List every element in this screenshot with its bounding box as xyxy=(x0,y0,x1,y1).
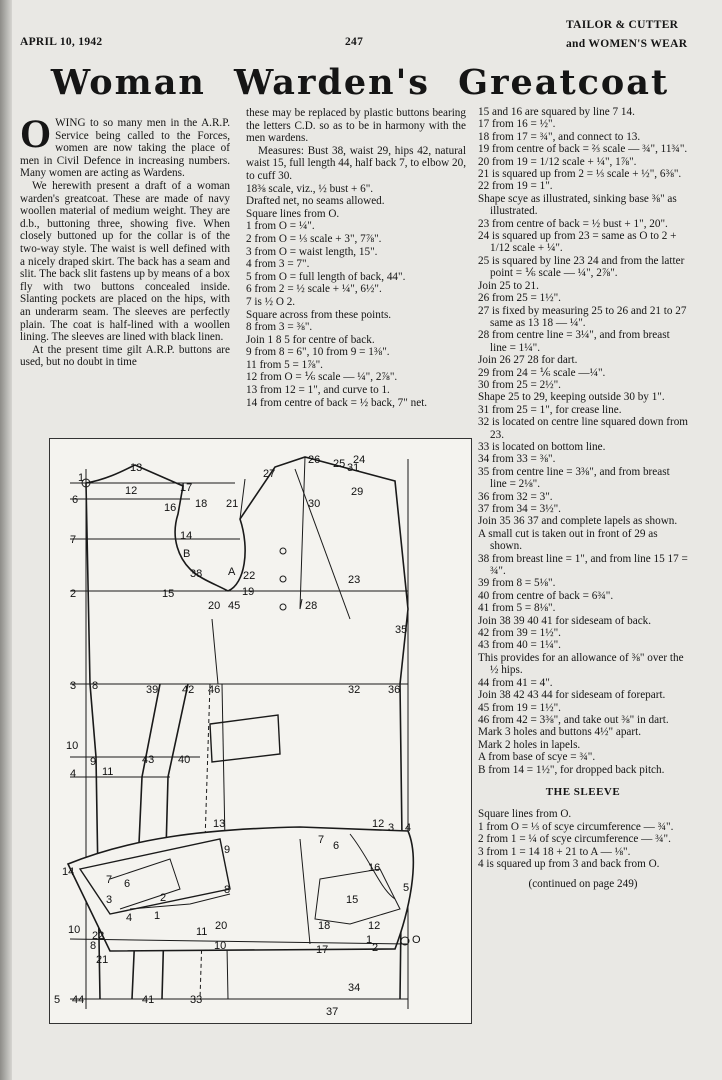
instruction-line: 37 from 34 = 3½". xyxy=(478,503,561,515)
sleeve-point-label: 8 xyxy=(224,884,231,896)
instruction-line: 22 from 19 = 1". xyxy=(478,180,553,193)
instruction-line: 24 is squared up from 23 = same as O to 2 + 1/12 scale + ¼". xyxy=(478,230,677,255)
coat-point-label: 21 xyxy=(226,498,239,510)
coat-point-label: 31 xyxy=(347,462,360,474)
sleeve-point-label: O xyxy=(412,934,421,946)
coat-point-label: 7 xyxy=(70,534,77,546)
instruction-line: 30 from 25 = 2½". xyxy=(478,378,561,391)
pattern-draft-svg xyxy=(50,439,471,1023)
coat-point-label: 12 xyxy=(125,485,138,497)
description-paragraph: We herewith present a draft of a woman warden's greatcoat. These are made of navy woollen material of medium weight. They are d.b., buttoning three, showing five. When closely buttoned up for the collar is of the two-way style. The waist is well defined with a nicely draped skirt. The back has a seam and slit. The back slit fastens up by means of a box fly with two buttons concealed inside. Slanting pockets are placed on the hips, with an underarm seam. The sleeves are perfectly plain. The coat is half-lined with a woollen lining. The sleeves are lined with black linen. xyxy=(20,179,230,344)
instruction-line: A from base of scye = ¾". xyxy=(478,751,596,764)
coat-point-label: 40 xyxy=(178,754,191,766)
sleeve-point-label: 6 xyxy=(124,878,131,890)
sleeve-point-label: 10 xyxy=(214,940,227,952)
instruction-line: B from 14 = 1½", for dropped back pitch. xyxy=(478,763,665,776)
sleeve-point-label: 22 xyxy=(92,930,105,942)
instruction-line: Join 25 to 21. xyxy=(478,279,539,292)
instruction-line: 45 from 19 = 1½". xyxy=(478,701,561,714)
publication-name: TAILOR & CUTTER xyxy=(566,19,679,31)
sleeve-point-label: 1 xyxy=(366,934,373,946)
intro-paragraph: OWING to so many men in the A.R.P. Service being called to the Forces, women are now taking the place of men in Civil Defence in increasing numbers. Many women are acting as Wardens. xyxy=(20,111,230,180)
instruction-line: 21 is squared up from 2 = ⅓ scale + ½", 6⅜". xyxy=(478,168,682,181)
coat-point-label: 14 xyxy=(180,530,193,542)
instruction-line: 44 from 41 = 4". xyxy=(478,676,553,689)
instruction-line: 43 from 40 = 1¼". xyxy=(478,639,561,652)
coat-point-label: 3 xyxy=(70,680,77,692)
instruction-line: 38 from breast line = 1", and from line 15 17 = ¾". xyxy=(478,552,688,578)
instruction-line: Shape 25 to 29, keeping outside 30 by 1". xyxy=(478,391,665,404)
coat-point-label: 28 xyxy=(305,600,318,612)
sleeve-instruction-line: 1 from O = ⅓ of scye circumference — ¾". xyxy=(478,820,674,833)
draft-instructions-part2 xyxy=(478,106,688,776)
coat-point-label: 17 xyxy=(180,482,193,494)
instruction-line: 7 is ½ O 2. xyxy=(246,295,296,308)
instruction-line: Square lines from O. xyxy=(246,207,340,220)
measures-paragraph: Measures: Bust 38, waist 29, hips 42, natural waist 15, full length 44, half back 7, to elbow 20, to cuff 30. xyxy=(246,144,466,182)
sleeve-point-label: 12 xyxy=(372,818,385,830)
instruction-line: 19 from centre of back = ⅔ scale — ¾", 11¾". xyxy=(478,143,688,156)
coat-point-label: 27 xyxy=(263,468,276,480)
page-number: 247 xyxy=(345,36,364,48)
sleeve-point-label: 20 xyxy=(215,920,228,932)
coat-point-label: 25 xyxy=(333,458,346,470)
instruction-line: 9 from 8 = 6", 10 from 9 = 1⅜". xyxy=(246,346,390,359)
instruction-line: 13 from 12 = 1", and curve to 1. xyxy=(246,384,390,397)
instruction-line: Shape scye as illustrated, sinking base ⅜" as illustrated. xyxy=(478,192,677,218)
coat-point-label: 6 xyxy=(72,494,79,506)
sleeve-point-label: 17 xyxy=(316,944,329,956)
coat-point-label: 36 xyxy=(388,684,401,696)
coat-point-label: 13 xyxy=(130,462,143,474)
coat-point-label: 35 xyxy=(395,624,408,636)
coat-point-label: 34 xyxy=(348,982,361,994)
instruction-line: 23 from centre of back = ½ bust + 1", 20". xyxy=(478,217,668,230)
sleeve-point-label: 3 xyxy=(106,894,113,906)
instruction-line: 15 and 16 are squared by line 7 14. xyxy=(478,106,635,118)
instruction-line: 28 from centre line = 3¼", and from breast line = 1¼". xyxy=(478,329,670,354)
instruction-line: 41 from 5 = 8⅛". xyxy=(478,602,556,615)
coat-point-label: 41 xyxy=(142,994,155,1006)
sleeve-point-label: 21 xyxy=(96,954,109,966)
page-binding-shadow xyxy=(0,0,12,1080)
sleeve-instruction-line: 4 is squared up from 3 and back from O. xyxy=(478,857,660,870)
instruction-line: 46 from 42 = 3⅜", and take out ⅜" in dart. xyxy=(478,713,669,726)
draft-instructions-part1 xyxy=(246,208,466,410)
coat-point-label: 16 xyxy=(164,502,177,514)
instruction-line: 17 from 16 = ½". xyxy=(478,118,556,131)
sleeve-heading: THE SLEEVE xyxy=(545,785,621,798)
instruction-line: 18 from 17 = ¾", and connect to 13. xyxy=(478,130,641,143)
sleeve-point-label: 18 xyxy=(318,920,331,932)
sleeve-point-label: 2 xyxy=(372,942,379,954)
coat-point-label: 19 xyxy=(242,586,255,598)
draft-construction-lines xyxy=(68,457,413,1009)
coat-point-label: 24 xyxy=(353,454,366,466)
coat-point-label: 45 xyxy=(228,600,241,612)
sleeve-point-label: 4 xyxy=(126,912,133,924)
coat-point-label: 42 xyxy=(182,684,195,696)
coat-point-label: 39 xyxy=(146,684,159,696)
coat-point-label: 46 xyxy=(208,684,221,696)
coat-point-label: 10 xyxy=(66,740,79,752)
instruction-line: 35 from centre line = 3⅜", and from breast line = 2⅛". xyxy=(478,465,670,491)
coat-point-label: 37 xyxy=(326,1006,339,1018)
coat-point-label: 9 xyxy=(90,756,97,768)
instruction-line: 40 from centre of back = 6¾". xyxy=(478,589,614,602)
coat-point-label: 5 xyxy=(54,994,61,1006)
drafted-net-line: Drafted net, no seams allowed. xyxy=(246,195,385,208)
sleeve-instruction-line: 3 from 1 = 14 18 + 21 to A — ⅛". xyxy=(478,845,631,858)
coat-point-label: 26 xyxy=(308,454,321,466)
instruction-line: Join 35 36 37 and complete lapels as shown. xyxy=(478,515,678,528)
sleeve-instruction-line: 2 from 1 = ¼ of scye circumference — ¾". xyxy=(478,833,671,846)
sleeve-point-label: 12 xyxy=(368,920,381,932)
sleeve-point-label: 7 xyxy=(318,834,325,846)
sleeve-point-label: 6 xyxy=(333,840,340,852)
sleeve-point-label: 16 xyxy=(368,862,381,874)
coat-point-label: 8 xyxy=(92,680,99,692)
sleeve-point-label: 7 xyxy=(106,874,113,886)
instruction-line: 11 from 5 = 1⅞". xyxy=(246,358,323,371)
instruction-line: 36 from 32 = 3". xyxy=(478,490,553,503)
instruction-line: 3 from O = waist length, 15". xyxy=(246,245,378,258)
sleeve-instructions xyxy=(478,808,688,870)
instruction-line: 20 from 19 = 1/12 scale + ¼", 1⅞". xyxy=(478,155,637,168)
instruction-line: Mark 2 holes in lapels. xyxy=(478,738,581,751)
sleeve-point-label: 10 xyxy=(68,924,81,936)
pattern-draft-diagram xyxy=(49,438,472,1024)
scale-line: 18⅜ scale, viz., ½ bust + 6". xyxy=(246,182,374,195)
instruction-line: 25 is squared by line 23 24 and from the latter point = ⅙ scale — ¼", 2⅞". xyxy=(478,254,685,280)
instruction-line: 31 from 25 = 1", for crease line. xyxy=(478,403,622,416)
sleeve-point-label: 5 xyxy=(403,882,410,894)
instruction-line: A small cut is taken out in front of 29 as shown. xyxy=(478,527,658,553)
instruction-line: 34 from 33 = ⅜". xyxy=(478,453,556,466)
sleeve-point-label: 3 xyxy=(388,822,395,834)
instruction-line: Square across from these points. xyxy=(246,308,392,321)
coat-point-label: 32 xyxy=(348,684,361,696)
sleeve-point-label: 1 xyxy=(154,910,161,922)
continued-note: (continued on page 249) xyxy=(528,878,638,891)
instruction-line: This provides for an allowance of ⅜" over the ½ hips. xyxy=(478,651,684,677)
instruction-line: 29 from 24 = ⅙ scale —¼". xyxy=(478,366,606,379)
instruction-line: 14 from centre of back = ½ back, 7" net. xyxy=(246,396,428,409)
instruction-line: 6 from 2 = ½ scale + ¼", 6½". xyxy=(246,283,382,296)
coat-point-label: 30 xyxy=(308,498,321,510)
coat-point-label: 1 xyxy=(78,472,85,484)
coat-point-label: 44 xyxy=(72,994,85,1006)
sleeve-point-label: 4 xyxy=(405,822,412,834)
instruction-line: Join 26 27 28 for dart. xyxy=(478,354,578,367)
instruction-line: 26 from 25 = 1½". xyxy=(478,292,561,305)
instruction-line: 33 is located on bottom line. xyxy=(478,440,606,453)
instruction-line: Mark 3 holes and buttons 4½" apart. xyxy=(478,726,642,739)
instruction-line: 4 from 3 = 7". xyxy=(246,258,310,271)
issue-date: APRIL 10, 1942 xyxy=(20,36,103,48)
article-title: Woman Warden's Greatcoat xyxy=(50,62,670,103)
article-column-3 xyxy=(478,106,688,891)
drop-cap: O xyxy=(20,111,52,156)
instruction-line: Join 1 8 5 for centre of back. xyxy=(246,333,375,346)
publication-subtitle: and WOMEN'S WEAR xyxy=(566,38,688,50)
buttons-paragraph-continued: these may be replaced by plastic buttons bearing the letters C.D. so as to be in harmony with the men wardens. xyxy=(246,107,466,145)
instruction-line: 42 from 39 = 1½". xyxy=(478,627,561,640)
instruction-line: 27 is fixed by measuring 25 to 26 and 21 to 27 same as 13 18 — ¼". xyxy=(478,304,687,329)
sleeve-point-label: 8 xyxy=(90,940,97,952)
coat-point-label: 38 xyxy=(190,568,203,580)
instruction-line: Join 38 42 43 44 for sideseam of forepart. xyxy=(478,689,666,702)
coat-point-label: 4 xyxy=(70,768,77,780)
coat-point-label: 43 xyxy=(142,754,155,766)
article-column-1 xyxy=(20,111,230,369)
coat-point-label: 18 xyxy=(195,498,208,510)
coat-point-label: 15 xyxy=(162,588,175,600)
instruction-line: 8 from 3 = ⅜". xyxy=(246,321,313,334)
sleeve-point-label: 2 xyxy=(160,892,167,904)
article-column-2 xyxy=(246,107,466,409)
coat-point-label: B xyxy=(183,548,191,560)
coat-point-label: 23 xyxy=(348,574,361,586)
instruction-line: 2 from O = ⅓ scale + 3", 7⅞". xyxy=(246,232,382,245)
instruction-line: 39 from 8 = 5⅛". xyxy=(478,577,556,590)
coat-point-label: 20 xyxy=(208,600,221,612)
instruction-line: 12 from O = ⅙ scale — ¼", 2⅞". xyxy=(246,371,398,384)
coat-point-label: 11 xyxy=(102,766,114,778)
coat-point-label: A xyxy=(228,566,236,578)
sleeve-point-label: 9 xyxy=(224,844,231,856)
sleeve-instruction-line: Square lines from O. xyxy=(478,808,572,821)
coat-point-label: 2 xyxy=(70,588,77,600)
sleeve-point-label: 15 xyxy=(346,894,359,906)
coat-point-label: 22 xyxy=(243,570,256,582)
buttons-paragraph: At the present time gilt A.R.P. buttons are used, but no doubt in time xyxy=(20,343,230,369)
sleeve-point-label: 14 xyxy=(62,866,75,878)
instruction-line: 5 from O = full length of back, 44". xyxy=(246,270,406,283)
instruction-line: 1 from O = ¼". xyxy=(246,220,315,233)
coat-point-label: 29 xyxy=(351,486,364,498)
instruction-line: 32 is located on centre line squared down from 23. xyxy=(478,416,689,441)
instruction-line: Join 38 39 40 41 for sideseam of back. xyxy=(478,614,652,627)
sleeve-point-label: 11 xyxy=(196,926,208,938)
sleeve-point-label: 13 xyxy=(213,818,226,830)
coat-point-label: 33 xyxy=(190,994,203,1006)
